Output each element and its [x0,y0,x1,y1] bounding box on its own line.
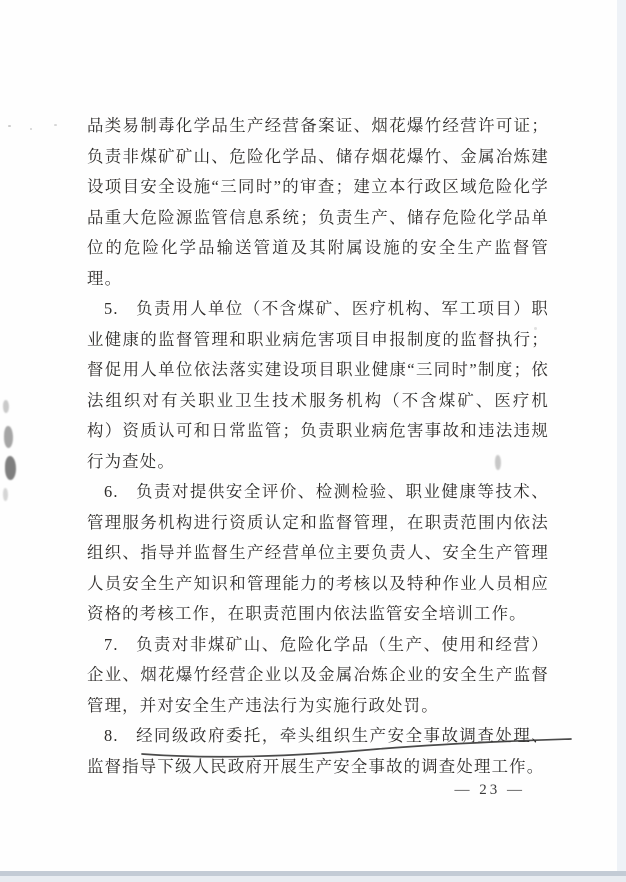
paragraph-number: 6. [104,482,119,501]
paragraph-number: 7. [104,634,119,654]
page-number: — 23 — [454,782,525,798]
scan-smudge [4,426,13,448]
paragraph-text: 负责对非煤矿山、危险化学品（生产、使用和经营）企业、烟花爆竹经营企业以及金属冶炼企业的安全生产监督管理，并对安全生产违法行为实施行政处罚。 [87,634,549,715]
scan-speck [8,125,11,127]
paragraph-number: 5. [104,299,119,318]
paragraph-text: 负责对提供安全评价、检测检验、职业健康等技术、管理服务机构进行资质认定和监督管理，在职责范围内依法组织、指导并监督生产经营单位主要负责人、安全生产管理人员安全生产知识和管理能力的考核以及特种作业人员相应资格的考核工作，在职责范围内依法监管安全培训工作。 [87,482,549,623]
scan-edge-bottom-outer [0,876,626,882]
scan-smudge [3,488,8,501]
scan-speck [534,327,537,330]
scan-speck [30,128,32,130]
paragraph-8 [87,721,549,782]
paragraph-5 [87,294,549,477]
scan-smudge [495,455,501,470]
paragraph-continued [87,111,549,294]
scan-smudge [5,456,16,480]
paragraph-text: 经同级政府委托，牵头组织生产安全事故调查处理、监督指导下级人民政府开展生产安全事故的调查处理工作。 [87,726,549,776]
paragraph-text: 品类易制毒化学品生产经营备案证、烟花爆竹经营许可证；负责非煤矿矿山、危险化学品、储存烟花爆竹、金属冶炼建设项目安全设施“三同时”的审查；建立本行政区域危险化学品重大危险源监管信息系统；负责生产、储存危险化学品单位的危险化学品输送管道及其附属设施的安全生产监督管理。 [87,116,549,288]
scan-speck [54,124,57,126]
paragraph-7 [87,630,549,722]
paragraph-number: 8. [104,726,119,745]
paragraph-text: 负责用人单位（不含煤矿、医疗机构、军工项目）职业健康的监督管理和职业病危害项目申报制度的监督执行；督促用人单位依法落实建设项目职业健康“三同时”制度；依法组织对有关职业卫生技术服务机构（不含煤矿、医疗机构）资质认可和日常监管；负责职业病危害事故和违法违规行为查处。 [87,299,549,471]
paragraph-6 [87,477,549,630]
scan-edge-right [617,0,626,882]
text-block [87,111,549,782]
scan-smudge [3,400,9,413]
